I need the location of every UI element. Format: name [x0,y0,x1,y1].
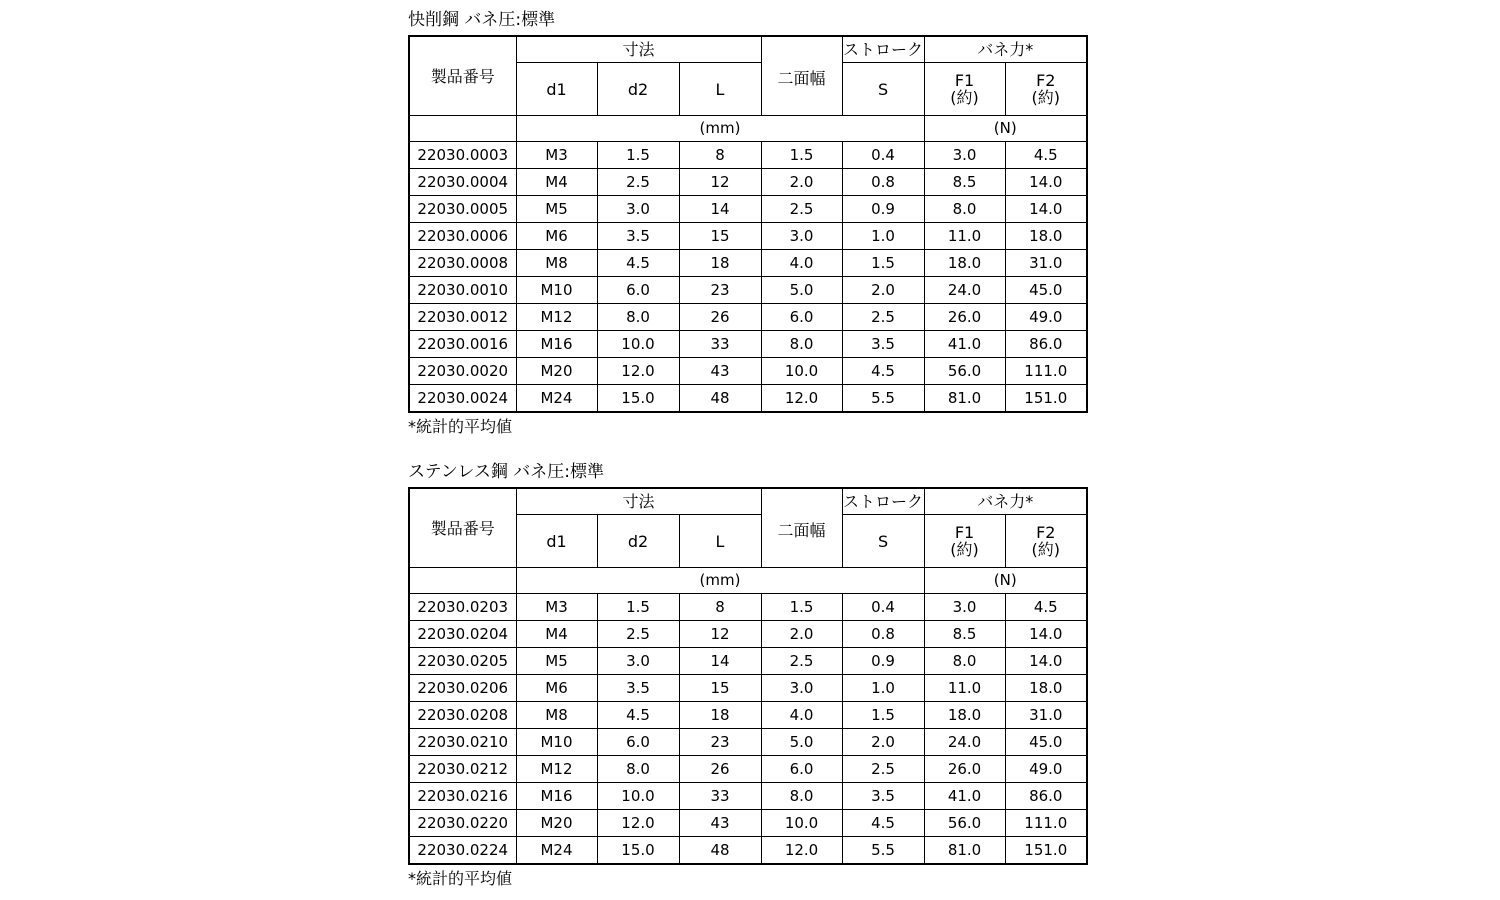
table-row [409,648,1087,675]
cell-d1: M10 [516,729,597,756]
cell-across-flats: 5.0 [761,729,842,756]
cell-F2: 14.0 [1005,648,1087,675]
cell-F1: 26.0 [924,304,1005,331]
header-F2-approx: (約) [1031,88,1061,107]
cell-F2: 4.5 [1005,594,1087,621]
table-body [409,594,1087,865]
cell-d2: 8.0 [597,304,679,331]
cell-d1: M20 [516,358,597,385]
cell-d2: 12.0 [597,358,679,385]
cell-F1: 81.0 [924,385,1005,413]
header-stroke: ストローク [842,488,924,515]
cell-F2: 49.0 [1005,304,1087,331]
cell-stroke: 2.5 [842,304,924,331]
cell-F1: 11.0 [924,223,1005,250]
header-F1-label: F1 [954,523,975,542]
cell-across-flats: 1.5 [761,142,842,169]
cell-F1: 3.0 [924,594,1005,621]
header-L: L [679,515,761,568]
cell-F2: 151.0 [1005,385,1087,413]
header-d2: d2 [597,63,679,116]
cell-stroke: 0.4 [842,142,924,169]
cell-F1: 56.0 [924,810,1005,837]
cell-stroke: 1.0 [842,223,924,250]
cell-stroke: 2.0 [842,729,924,756]
cell-F2: 111.0 [1005,358,1087,385]
cell-d1: M20 [516,810,597,837]
cell-L: 26 [679,756,761,783]
cell-F1: 8.5 [924,169,1005,196]
cell-L: 48 [679,385,761,413]
cell-across-flats: 8.0 [761,331,842,358]
table-row [409,223,1087,250]
cell-F1: 8.0 [924,648,1005,675]
cell-L: 26 [679,304,761,331]
table-row [409,331,1087,358]
cell-stroke: 2.5 [842,756,924,783]
cell-part-number: 22030.0003 [409,142,516,169]
cell-part-number: 22030.0212 [409,756,516,783]
cell-d1: M16 [516,783,597,810]
table-body [409,142,1087,413]
header-part-number-unit-spacer [409,116,516,142]
table-row [409,756,1087,783]
header-part-number: 製品番号 [409,488,516,568]
cell-stroke: 5.5 [842,385,924,413]
cell-F2: 31.0 [1005,250,1087,277]
cell-F2: 14.0 [1005,169,1087,196]
cell-d1: M16 [516,331,597,358]
cell-d1: M6 [516,675,597,702]
cell-L: 14 [679,648,761,675]
cell-F2: 151.0 [1005,837,1087,865]
cell-part-number: 22030.0204 [409,621,516,648]
cell-d2: 3.0 [597,648,679,675]
table-row [409,702,1087,729]
cell-d2: 10.0 [597,783,679,810]
cell-d1: M5 [516,196,597,223]
header-F1-label: F1 [954,71,975,90]
table-row [409,783,1087,810]
cell-across-flats: 10.0 [761,358,842,385]
table-row [409,196,1087,223]
cell-F2: 111.0 [1005,810,1087,837]
cell-part-number: 22030.0012 [409,304,516,331]
cell-F1: 24.0 [924,729,1005,756]
cell-F1: 18.0 [924,702,1005,729]
cell-F1: 41.0 [924,783,1005,810]
cell-d2: 1.5 [597,142,679,169]
cell-L: 15 [679,223,761,250]
cell-F2: 4.5 [1005,142,1087,169]
cell-d1: M10 [516,277,597,304]
cell-stroke: 4.5 [842,810,924,837]
cell-part-number: 22030.0005 [409,196,516,223]
cell-across-flats: 4.0 [761,250,842,277]
cell-F1: 81.0 [924,837,1005,865]
cell-F2: 14.0 [1005,196,1087,223]
cell-d1: M24 [516,385,597,413]
cell-stroke: 1.0 [842,675,924,702]
cell-d2: 15.0 [597,837,679,865]
cell-F1: 24.0 [924,277,1005,304]
cell-L: 48 [679,837,761,865]
cell-stroke: 0.8 [842,621,924,648]
cell-F2: 49.0 [1005,756,1087,783]
cell-F2: 31.0 [1005,702,1087,729]
table-row [409,250,1087,277]
header-dimensions: 寸法 [516,36,761,63]
header-unit-N: (N) [924,116,1087,142]
cell-F1: 18.0 [924,250,1005,277]
cell-d2: 6.0 [597,277,679,304]
cell-L: 23 [679,277,761,304]
cell-d1: M6 [516,223,597,250]
cell-L: 18 [679,702,761,729]
cell-d2: 15.0 [597,385,679,413]
cell-F2: 86.0 [1005,331,1087,358]
cell-part-number: 22030.0020 [409,358,516,385]
header-L: L [679,63,761,116]
cell-d2: 3.5 [597,675,679,702]
cell-part-number: 22030.0216 [409,783,516,810]
cell-F1: 11.0 [924,675,1005,702]
cell-stroke: 5.5 [842,837,924,865]
cell-d2: 4.5 [597,250,679,277]
spec-section-stainless-steel [408,460,1086,890]
cell-F1: 26.0 [924,756,1005,783]
header-F1 [924,515,1005,568]
cell-part-number: 22030.0206 [409,675,516,702]
header-F2-label: F2 [1036,523,1056,542]
cell-F2: 45.0 [1005,729,1087,756]
cell-d2: 3.0 [597,196,679,223]
cell-part-number: 22030.0004 [409,169,516,196]
cell-L: 12 [679,621,761,648]
header-F1-approx: (約) [950,540,979,559]
cell-part-number: 22030.0210 [409,729,516,756]
cell-part-number: 22030.0220 [409,810,516,837]
cell-part-number: 22030.0006 [409,223,516,250]
cell-across-flats: 12.0 [761,837,842,865]
cell-stroke: 3.5 [842,331,924,358]
header-across-flats [761,36,842,116]
cell-F1: 41.0 [924,331,1005,358]
cell-across-flats: 5.0 [761,277,842,304]
cell-d2: 4.5 [597,702,679,729]
spec-table [408,487,1088,865]
cell-across-flats: 2.0 [761,169,842,196]
table-row [409,169,1087,196]
spec-table [408,35,1088,413]
cell-across-flats: 6.0 [761,304,842,331]
cell-L: 14 [679,196,761,223]
cell-L: 43 [679,358,761,385]
cell-L: 18 [679,250,761,277]
table-row [409,277,1087,304]
cell-F2: 18.0 [1005,223,1087,250]
header-F2-approx: (約) [1031,540,1061,559]
cell-part-number: 22030.0016 [409,331,516,358]
cell-d1: M24 [516,837,597,865]
cell-L: 23 [679,729,761,756]
cell-stroke: 0.9 [842,648,924,675]
section-title: 快削鋼 バネ圧:標準 [408,10,556,30]
header-d2: d2 [597,515,679,568]
cell-d1: M12 [516,304,597,331]
cell-part-number: 22030.0010 [409,277,516,304]
cell-part-number: 22030.0203 [409,594,516,621]
header-across-flats-label: 二面幅 [777,520,826,540]
cell-d2: 12.0 [597,810,679,837]
cell-stroke: 2.0 [842,277,924,304]
header-d1: d1 [516,63,597,116]
header-stroke: ストローク [842,36,924,63]
cell-across-flats: 2.0 [761,621,842,648]
cell-L: 33 [679,783,761,810]
cell-L: 43 [679,810,761,837]
cell-part-number: 22030.0024 [409,385,516,413]
cell-across-flats: 3.0 [761,223,842,250]
header-part-number: 製品番号 [409,36,516,116]
footnote: *統計的平均値 [408,869,513,888]
header-S: S [842,63,924,116]
header-F2 [1005,515,1087,568]
cell-L: 12 [679,169,761,196]
cell-stroke: 1.5 [842,702,924,729]
header-F2-label: F2 [1036,71,1056,90]
table-row [409,837,1087,865]
header-spring-force: バネ力* [924,36,1087,63]
cell-F2: 14.0 [1005,621,1087,648]
cell-part-number: 22030.0205 [409,648,516,675]
cell-part-number: 22030.0208 [409,702,516,729]
header-S: S [842,515,924,568]
section-title: ステンレス鋼 バネ圧:標準 [408,462,605,482]
table-row [409,810,1087,837]
header-part-number-unit-spacer [409,568,516,594]
cell-across-flats: 1.5 [761,594,842,621]
header-F2 [1005,63,1087,116]
cell-d2: 2.5 [597,169,679,196]
header-d1: d1 [516,515,597,568]
cell-d1: M5 [516,648,597,675]
cell-F1: 3.0 [924,142,1005,169]
cell-across-flats: 2.5 [761,196,842,223]
header-dimensions: 寸法 [516,488,761,515]
header-F1-approx: (約) [950,88,979,107]
cell-stroke: 3.5 [842,783,924,810]
cell-d2: 2.5 [597,621,679,648]
table-row [409,358,1087,385]
cell-across-flats: 4.0 [761,702,842,729]
cell-stroke: 0.9 [842,196,924,223]
header-across-flats [761,488,842,568]
cell-d1: M4 [516,169,597,196]
cell-d2: 3.5 [597,223,679,250]
table-row [409,304,1087,331]
cell-L: 33 [679,331,761,358]
cell-across-flats: 6.0 [761,756,842,783]
cell-d1: M8 [516,250,597,277]
table-row [409,675,1087,702]
cell-L: 15 [679,675,761,702]
table-row [409,142,1087,169]
header-across-flats-label: 二面幅 [777,68,826,88]
cell-stroke: 4.5 [842,358,924,385]
cell-across-flats: 2.5 [761,648,842,675]
cell-F2: 86.0 [1005,783,1087,810]
table-row [409,729,1087,756]
cell-L: 8 [679,594,761,621]
cell-across-flats: 10.0 [761,810,842,837]
cell-F1: 8.5 [924,621,1005,648]
table-row [409,385,1087,413]
cell-d2: 6.0 [597,729,679,756]
header-unit-mm: (mm) [516,568,924,594]
cell-F2: 45.0 [1005,277,1087,304]
cell-d1: M3 [516,142,597,169]
cell-d2: 8.0 [597,756,679,783]
cell-d1: M8 [516,702,597,729]
table-row [409,594,1087,621]
cell-stroke: 0.8 [842,169,924,196]
header-unit-N: (N) [924,568,1087,594]
cell-stroke: 1.5 [842,250,924,277]
cell-d2: 1.5 [597,594,679,621]
cell-d1: M12 [516,756,597,783]
cell-F1: 56.0 [924,358,1005,385]
cell-F1: 8.0 [924,196,1005,223]
header-unit-mm: (mm) [516,116,924,142]
footnote: *統計的平均値 [408,417,513,436]
cell-across-flats: 8.0 [761,783,842,810]
cell-L: 8 [679,142,761,169]
cell-across-flats: 3.0 [761,675,842,702]
header-F1 [924,63,1005,116]
cell-part-number: 22030.0224 [409,837,516,865]
cell-F2: 18.0 [1005,675,1087,702]
cell-d2: 10.0 [597,331,679,358]
table-row [409,621,1087,648]
spec-section-free-cutting-steel [408,8,1086,438]
cell-stroke: 0.4 [842,594,924,621]
cell-d1: M3 [516,594,597,621]
cell-part-number: 22030.0008 [409,250,516,277]
cell-across-flats: 12.0 [761,385,842,413]
cell-d1: M4 [516,621,597,648]
header-spring-force: バネ力* [924,488,1087,515]
